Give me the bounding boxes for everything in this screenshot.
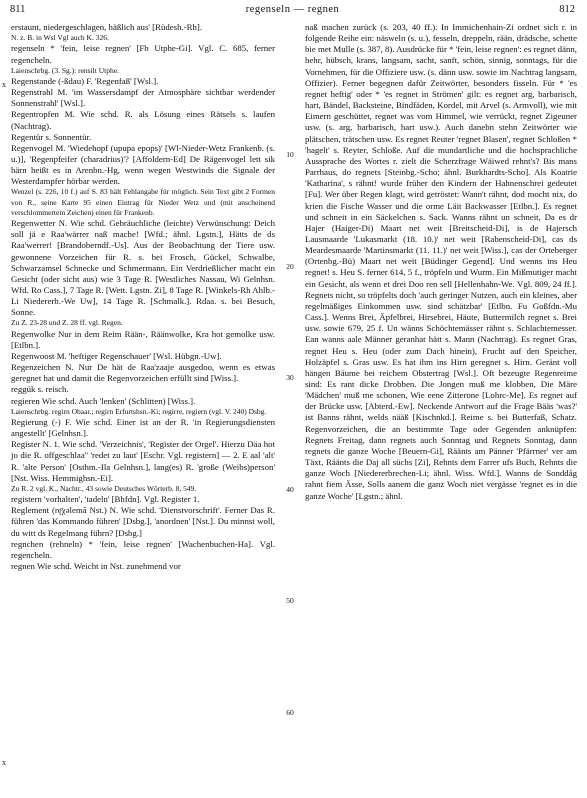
running-title: regenseln — regnen	[245, 4, 340, 15]
margin-mark: x	[2, 758, 6, 767]
dictionary-entry: Regenwolke Nur in dem Reim Rään-, Räänwolke, Kra hot gemolke usw. [Etlbn.].	[11, 328, 275, 350]
dictionary-entry: Regentropfen M. Wie schd. R. als Lösung eines Rätsels s. laufen (Nachtrag).	[11, 109, 275, 131]
entry-note: Zu Z. 23-28 und Z. 28 ff. vgl. Regen.	[11, 318, 123, 328]
entry-note: Wenzel (s. 226, 10 f.) auf S. 83 hält Fehlangabe für möglich. Sein Text gibt 2 Formen von R., seine Karte 95 einen Eintrag für Nieder Wetz und (mit anscheinend verschlommertem Zeichen) einen für Frankenb.	[11, 187, 275, 217]
dictionary-entry: Regenvogel M. 'Wiedehopf (upupa epops)' [Wl-Nieder-Wetz Frankenb. (s. u.)], 'Regenpfeifer (charadrius)'? [Affoldern-Ed] De Rägenvogel lett sik härn heißt es in Arenbn.-Hg, wenn wegen Westwinds die Signale der Westerdampfer hörbar werden.	[11, 142, 275, 187]
dictionary-entry: Reglement (rę̄χəlemā Nst.) N. Wie schd. 'Dienstvorschrift'. Ferner Das R. führen 'das Kommando führen' [Dsbg.], 'anordnen' [Nst.]. Du minnst woll, du witt ds Regelmang führn? [Dsbg.]	[11, 505, 275, 538]
dictionary-entry: regenseln * 'fein, leise regnen' [Fb Utphe-Gi]. Vgl. C. 685, ferner regencheln.	[11, 43, 275, 65]
entry-text: naß machen zurück (s. 203, 40 ff.). In Immichenhain-Zi ordnet sich r. in folgende Reihe ein: näsweln (s. u.), fesseln, dreppeln, rään, drädsche, schette bie met Mulle (s. 387, 8). Ausdrücke für * 'fein, leise regnen': es regnet dänn, hehr, hübsch, krans, langsam, sacht, sanft, schön, sinnig, sonntags, für die Vornehmen, für die Offiziere usw. (s. dänn usw. sowie im Nachtrag langsam, Offizier). Ferner begegnen dafür Zeitwörter, besonders fisseln. Für * 'es regnet heftig' oder * 'es regnet in Strömen' gilt: es regnet arg, barbarisch, hart, Bändel, Backsteine, Bindfäden, Kordel, mit Arvel (s. Armvoll), wie mit Eimern geschüttet, regnet was vom Himmel, wie verrückt, regnet Zigeuner usw. (s. arg, barbarisch, hart usw.). Auch danebn stehn Zeitwörter wie plätschen, trätschen usw. Es regnet Reuter 'regnet Blasen', regnet Schloßen * 'hagelt' s. Reyter, Schloße. Auf die mundartliche und die hochsprachliche Aussprache des Wortes r. zielt die Scherzfrage Wäiwed rehnt's? Bis mans Parrhaus, do regnets [Steinbg.-Scho; ähnl. Burkhardts-Scho]. Als Koatrie 'Katharina', s rähnt! wurde früher den Kindern der Hahnenschrei gedeutet [Fu]. Wer über Regen klagt, wird getröstet: Wann't rähnt, dod mocht nix, do krien die Fische Wasser und die orme Läit Backwasser [Etlbn.]. Es regnet und schneit in ein Säckelchen s. Sack. Wanns rähnt un schneit, Da es dr Hajer (Haiger-Di) Maart net weit [Breitscheid-Di], is de Hajersch Lausmaarde 'Lukasmarkt (18. 10.)' net weit [Rabenscheid-Di], cas ds Meardesmaarde 'Martinsmarkt (11. 11.)' net weit [Wiss.], cas der Orteberger (Ortenbg.-Bü) Maart net weit [Büdinger Gegend]. Und wenns ins Heu regnet! s. Heu S. ferner 614, 5 f., tröpfeln und Wurm. Ein Mißmutiger macht ein Gesicht, als wenn et drei Doo ren sell [Hellenhahn-We. Vgl. 809, 24 ff.]. Regnets nicht, so tröpfelts doch 'auch geringer Nutzen, auch ein kleines, aber regelmäßiges Einkommen usw. sind schätzbar' [Etlbn. Fu Goßfdn.-Mu Cass.]. Wenns Brei, Äpfelbrei, Hirsebrei, Häute, Buttermilch regnet s. Brei usw. sowie 679, 25 f. Un wänns Schöchtemässer rähnt s. Schlachtemesser. Ean wanns aale Männer geranhat hätt s. Mann (Nachtrag). Es regnet Gras, regnet Heu s. Heu (oder zum Dach hinein), Frucht auf den Speicher, Holzäpfel s. Gras usw. Es hat ihm ins Hirn geregnet s. Hirn. Geränt voll hängen Bäume bei reichem Obstertrag [Wsl.]. Oft bezeugte Regenreime sind: Es rant dicke Drobben. Die Jongen muß me klobben, Die Märe 'Mädchen' muß me schonen, Wie eene Zitterone [Lohrc-Me]. Es regnet auf der Brücke usw. [Abterd.-Ew]. Neckende Antwort auf die Frage Bääs 'was?' ist Banns rähnt, welds nääß [Kischnkd.]. Reime s. bei Butterfaß, Schatz. Regenvorzeichen, die an bestimmte Tage oder Gegenden anknüpfen: Regnets Freitag, dann regnets auch Sonntag und Regnets Sonntag, dann regnets die ganze Woche [Beuern-Gi], Räänts am Pänner 'Pfärrner' ver am Täxt, Räänts die Daj all süchs [Zi], Rehnts dem Farrer ufs Buch, Rehnts die ganze Woch [Niedererbrechen-Li; ähnl. Wiss. Wfd.]. Wanns de Sonddåg rahnt fiem Ässe, Solls aanem die ganz Woch niet vergässe 'regnet es in die ganze Woche' [Lgstn.; ähnl.	[305, 22, 577, 501]
dictionary-entry: Regentür s. Sonnentür.	[11, 131, 92, 142]
right-column	[305, 22, 577, 502]
left-column	[11, 22, 275, 572]
dictionary-entry: Register N. 1. Wie schd. 'Verzeichnis', 'Register der Orgel'. Hierzu Däa hot jo die R. offgeschlaa'' 'redet zu laut' [Eschr. Vgl. registern] — 2. E aal 'alt' R. 'alte Person' [Osthm.-Ila Gelnhsn.], lang(es) R. 'große (Weibs)person' [Nst. Wiss. Hemmighsn.-Ei].	[11, 439, 275, 483]
dictionary-entry: Regenstande (-ßdau) F. 'Regenfaß' [Wsl.].	[11, 75, 159, 86]
line-number: 20	[286, 262, 294, 271]
entry-note: Laienschrbg. regirn Obaar.; regirn Erfurtshsn.-Ki; regirre, regiern (vgl. V. 240) Dsbg.	[11, 406, 267, 416]
page-number-right: 812	[559, 4, 575, 15]
dictionary-entry: Regenwetter N. Wie schd. Gebräuchliche (leichte) Verwünschung: Deich soll jä e Raa'wärrer naß mache! [Wfd.; ähnl. Lgstn.], Hätts de ds Raa'werrer! [Brandoberndf.-Us]. Aus der Beobachtung der Tiere usw. gewonnene Vorzeichen für R. s. bei Frosch, Gückel, Schwalbe, Schwarzamsel Schnecke und Schmermann. Ein Verdrießlicher macht ein Gesicht (oder sicht aus) wie 3 Tage R. [Westliches Nassau, Wi Gelnhsn. Wfd. Ro Cass.], 7 Tage R. [Wett. Lgstn. Zi], 8 Tage R. [Winkels-Rh Ahlb.-Li Niedererb.-We Uw], 14 Tage R. [Schmalk.]. Rdaa. s. bei Besuch, Sonne.	[11, 218, 275, 318]
entry-note: Laienschrbg. (3. Sg.): rensilt Utphe.	[11, 65, 119, 75]
dictionary-entry: Regenwoost M. 'heftiger Regenschauer' [Wsl. Hübgn.-Uw].	[11, 350, 222, 361]
line-number: 30	[286, 373, 294, 382]
entry-note: Zu R. 2 vgl. K., Nachtr., 43 sowie Deutsches Wörterb. 8, 549.	[11, 483, 197, 493]
entry-note: N. z. B. in Wsl Vgl auch K. 326.	[11, 33, 109, 43]
dictionary-entry: Regenzeichen N. Nur De hät de Raa'zaaje ausgedoo, wenn es etwas geregnet hat und damit die Regenvorzeichen erfüllt sind [Wiss.].	[11, 362, 275, 384]
dictionary-entry: registern 'vorhalten', 'tadeln' [Bhfdn]. Vgl. Register 1.	[11, 494, 200, 505]
page-header	[10, 4, 575, 18]
entry-text: erstaunt, niedergeschlagen, häßlich aus' [Rüdesh.-Rh].	[11, 22, 202, 32]
dictionary-entry: regnen Wie schd. Weicht in Nst. zunehmend vor	[11, 561, 181, 572]
dictionary-entry: Regierung (-) F. Wie schd. Einer ist an der R. 'in Regierungsdiensten angestellt' [Gelnhsn.].	[11, 416, 275, 439]
dictionary-entry: Regenstrahl M. 'im Wassersdampf der Atmosphäre sichtbar werdender Sonnenstrahl' [Wsl.].	[11, 87, 275, 109]
margin-mark: x	[2, 80, 6, 89]
line-number: 60	[286, 708, 294, 717]
dictionary-entry: reggük s. reisch.	[11, 384, 69, 395]
dictionary-entry: regnchen (rehneln) * 'fein, leise regnen' [Wachenbuchen-Ha]. Vgl. regencheln.	[11, 538, 275, 560]
page-number-left: 811	[10, 4, 26, 15]
line-number: 10	[286, 150, 294, 159]
line-number: 50	[286, 596, 294, 605]
line-number: 40	[286, 485, 294, 494]
dictionary-entry: regieren Wie schd. Auch 'lenken' (Schlitten) [Wiss.].	[11, 395, 196, 406]
